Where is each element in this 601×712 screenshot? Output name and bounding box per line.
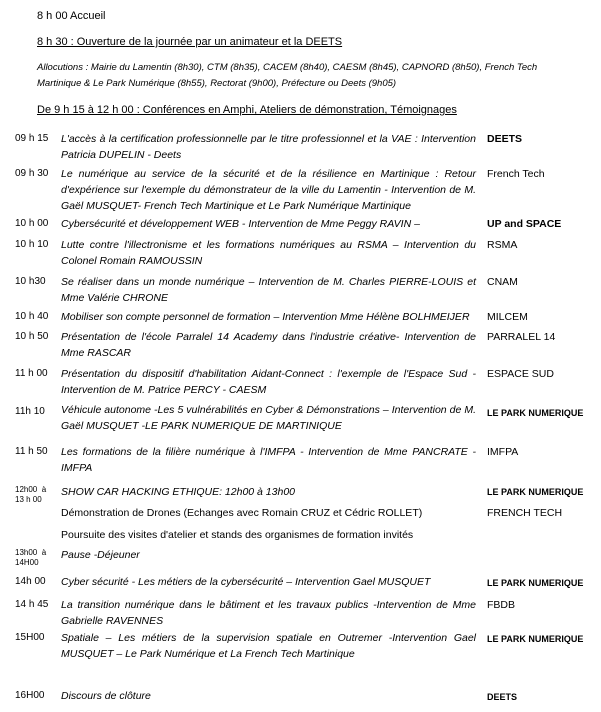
program-organizer: LE PARK NUMERIQUE <box>487 578 584 588</box>
program-time: 09 h 15 <box>15 133 49 144</box>
program-time: 15H00 <box>15 632 45 643</box>
program-organizer: RSMA <box>487 239 518 251</box>
ouverture-heading: 8 h 30 : Ouverture de la journée par un animateur et la DEETS <box>37 36 343 48</box>
program-description: L'accès à la certification professionnelle par le titre professionnel et la VAE : Intervention Patricia DUPELIN - Deets <box>61 133 476 161</box>
program-organizer: CNAM <box>487 276 518 288</box>
program-organizer: DEETS <box>487 692 518 702</box>
program-description: Spatiale – Les métiers de la supervision spatiale en Outremer -Intervention Gael MUSQUET – Le Park Numérique et La French Tech Martinique <box>61 632 476 660</box>
program-description: Pause -Déjeuner <box>61 549 140 561</box>
program-description: Se réaliser dans un monde numérique – Intervention de M. Charles PIERRE-LOUIS et Mme Valérie CHRONE <box>61 276 476 304</box>
program-organizer: PARRALEL 14 <box>487 331 556 343</box>
program-time: 10 h 00 <box>15 218 49 229</box>
program-description: Lutte contre l'illectronisme et les formations numériques au RSMA – Intervention du Colonel Romain RAMOUSSIN <box>61 239 476 267</box>
program-description: Démonstration de Drones (Echanges avec Romain CRUZ et Cédric ROLLET) <box>61 507 423 519</box>
program-description: Cybersécurité et développement WEB - Intervention de Mme Peggy RAVIN – <box>61 218 420 230</box>
program-organizer: MILCEM <box>487 311 528 323</box>
program-description: Le numérique au service de la sécurité et de la résilience en Martinique : Retour d'expérience sur l'exemple du démonstrateur de la ville du Lamentin - Intervention de M. Gaël MUSQUET- French Tech Martinique et Le Park Numérique Martinique <box>61 168 476 212</box>
program-time: 11 h 00 <box>15 368 48 379</box>
program-time: 14h 00 <box>15 576 46 587</box>
program-description: Poursuite des visites d'atelier et stands des organismes de formation invités <box>61 529 414 541</box>
program-description: Véhicule autonome -Les 5 vulnérabilités en Cyber & Démonstrations – Intervention de M. Gaël MUSQUET -LE PARK NUMERIQUE DE MARTINIQUE <box>61 404 476 432</box>
program-description: Les formations de la filière numérique à l'IMFPA - Intervention de Mme PANCRATE - IMFPA <box>61 446 476 474</box>
program-organizer: LE PARK NUMERIQUE <box>487 634 584 644</box>
program-organizer: French Tech <box>487 168 545 180</box>
program-organizer: DEETS <box>487 133 523 145</box>
accueil-line: 8 h 00 Accueil <box>37 10 106 22</box>
program-time: 12h00 à 13 h 00 <box>15 485 47 504</box>
program-organizer: FBDB <box>487 599 516 611</box>
program-organizer: ESPACE SUD <box>487 368 554 380</box>
program-organizer: LE PARK NUMERIQUE <box>487 487 584 497</box>
program-description: Discours de clôture <box>61 690 151 702</box>
program-description: Présentation de l'école Parralel 14 Academy dans l'industrie créative- Intervention de Mme RASCAR <box>61 331 476 359</box>
program-organizer: UP and SPACE <box>487 218 562 230</box>
program-time: 10 h 50 <box>15 331 49 342</box>
program-description: Cyber sécurité - Les métiers de la cybersécurité – Intervention Gael MUSQUET <box>61 576 431 588</box>
program-time: 13h00 à 14H00 <box>15 548 47 567</box>
program-time: 11h 10 <box>15 406 45 417</box>
program-time: 14 h 45 <box>15 599 49 610</box>
program-time: 10 h30 <box>15 276 46 287</box>
program-time: 16H00 <box>15 690 45 701</box>
program-description: SHOW CAR HACKING ETHIQUE: 12h00 à 13h00 <box>61 486 295 498</box>
program-description: La transition numérique dans le bâtiment et les travaux publics -Intervention de Mme Gabrielle RAVENNES <box>61 599 476 627</box>
program-description: Présentation du dispositif d'habilitation Aidant-Connect : l'exemple de l'Espace Sud - Intervention de M. Patrice PERCY - CAESM <box>61 368 476 396</box>
program-time: 11 h 50 <box>15 446 48 457</box>
program-description: Mobiliser son compte personnel de formation – Intervention Mme Hélène BOLHMEIJER <box>61 311 470 323</box>
program-time: 09 h 30 <box>15 168 49 179</box>
program-organizer: FRENCH TECH <box>487 507 563 519</box>
session-heading: De 9 h 15 à 12 h 00 : Conférences en Amphi, Ateliers de démonstration, Témoignages <box>37 104 457 116</box>
program-time: 10 h 40 <box>15 311 49 322</box>
program-organizer: IMFPA <box>487 446 519 458</box>
program-time: 10 h 10 <box>15 239 49 250</box>
program-organizer: LE PARK NUMERIQUE <box>487 408 584 418</box>
allocutions-text: Allocutions : Mairie du Lamentin (8h30), CTM (8h35), CACEM (8h40), CAESM (8h45), CAPNORD (8h50), French Tech Martinique & Le Park Numérique (8h55), Rectorat (9h00), Préfecture ou Deets (9h05) <box>37 62 538 89</box>
